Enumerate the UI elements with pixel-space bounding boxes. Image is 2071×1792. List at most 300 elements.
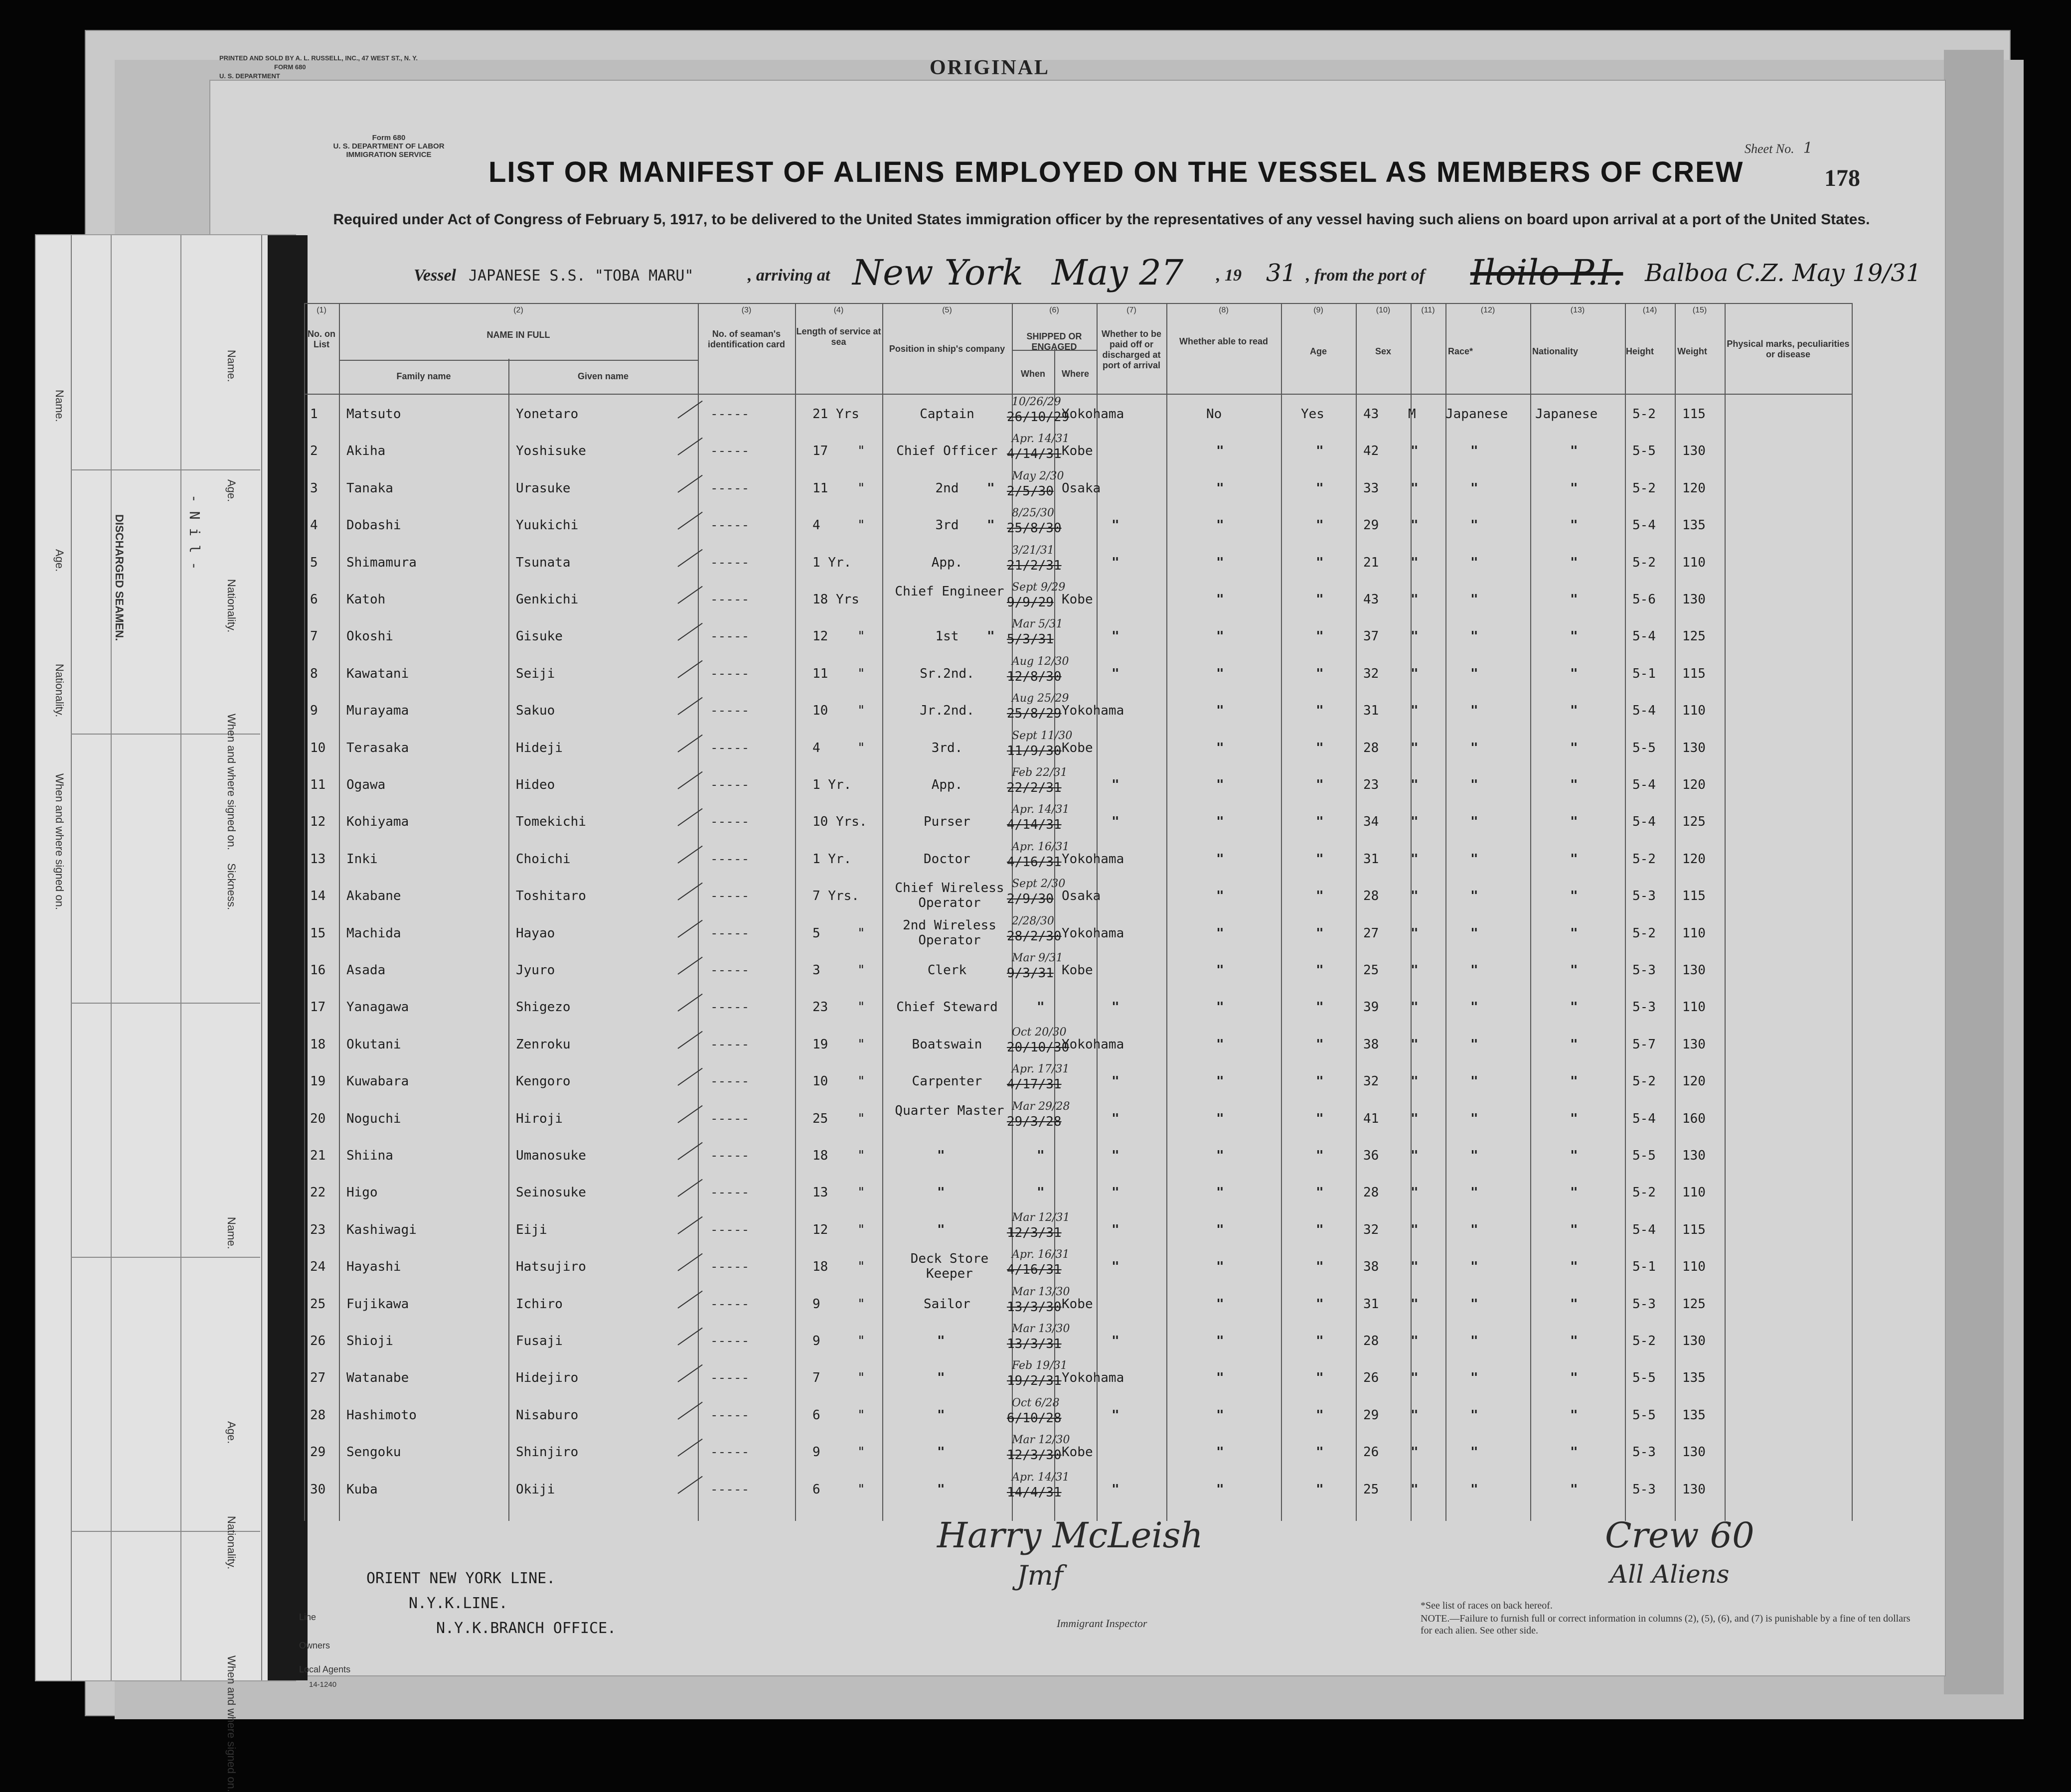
given-name: Fusaji (516, 1334, 563, 1348)
ditto-mark: " (1216, 444, 1224, 459)
row-number: 9 (310, 703, 318, 719)
ditto-mark: " (1216, 629, 1224, 644)
family-name: Hashimoto (346, 1407, 417, 1423)
age: 32 (1363, 666, 1379, 681)
ditto-mark: " (857, 1334, 865, 1348)
ditto-mark: " (1570, 1259, 1578, 1275)
when-shipped: 2/9/30 (1007, 892, 1054, 907)
ditto-mark: " (857, 1000, 865, 1015)
row-number: 29 (310, 1445, 326, 1460)
where-shipped: Osaka (1062, 889, 1101, 904)
weight: 120 (1682, 480, 1706, 496)
ditto-mark: " (1316, 444, 1324, 459)
length-of-service: 1 Yr. (812, 851, 852, 867)
where-shipped: Yokohama (1062, 1370, 1124, 1386)
row-number: 21 (310, 1148, 326, 1163)
given-name: Yoshisuke (516, 444, 586, 459)
height: 5-2 (1632, 407, 1656, 422)
all-aliens-note: All Aliens (1610, 1560, 1730, 1589)
footer-owners-value: N.Y.K.LINE. (409, 1595, 508, 1612)
header-shipped: SHIPPED OR ENGAGED (1026, 331, 1082, 352)
column-rule (882, 303, 883, 1521)
column-rule (1281, 303, 1282, 1521)
ditto-mark: " (987, 480, 995, 496)
ditto-mark: " (937, 1334, 945, 1348)
given-name: Shinjiro (516, 1445, 579, 1460)
ditto-mark: " (1470, 592, 1478, 607)
id-card-dashes: ----- (710, 555, 750, 570)
column-rule (698, 303, 699, 1521)
row-number: 4 (310, 518, 318, 533)
column-number: (6) (1049, 306, 1059, 314)
where-shipped: Kobe (1062, 963, 1093, 978)
header-family-name: Family name (396, 371, 451, 381)
when-shipped: 25/8/30 (1007, 521, 1062, 536)
slip-label-sickness: Sickness. (225, 863, 238, 910)
ditto-mark: " (1470, 1370, 1478, 1386)
ditto-mark: " (1037, 1185, 1045, 1200)
where-shipped: Yokohama (1062, 1037, 1124, 1052)
when-handwritten: 2/28/30 (1012, 914, 1054, 927)
ditto-mark: " (1411, 703, 1419, 719)
ditto-mark: " (1411, 518, 1419, 533)
inspector-initials: Jmf (1017, 1560, 1063, 1591)
ditto-mark: " (1316, 851, 1324, 867)
ditto-mark: " (1411, 1259, 1419, 1275)
row-number: 12 (310, 814, 326, 830)
row-number: 17 (310, 1000, 326, 1015)
family-name: Hayashi (346, 1259, 401, 1275)
weight: 120 (1682, 777, 1706, 792)
ditto-mark: " (1316, 1148, 1324, 1163)
height: 5-5 (1632, 1148, 1656, 1163)
ditto-mark: " (1470, 444, 1478, 459)
id-card-dashes: ----- (710, 1334, 750, 1348)
discharged-seamen-slip (35, 234, 296, 1792)
when-shipped: 29/3/28 (1007, 1114, 1062, 1129)
ditto-mark: " (1112, 1222, 1119, 1237)
row-number: 7 (310, 629, 318, 644)
slip-label-nationality-3: Nationality. (225, 1516, 238, 1570)
ditto-mark: " (1470, 1482, 1478, 1497)
height: 5-3 (1632, 1445, 1656, 1460)
row-number: 10 (310, 740, 326, 755)
ditto-mark: " (1570, 1000, 1578, 1015)
ditto-mark: " (1570, 889, 1578, 904)
id-card-dashes: ----- (710, 814, 750, 830)
ditto-mark: " (1316, 1000, 1324, 1015)
when-handwritten: Aug 12/30 (1012, 655, 1069, 668)
column-number: (15) (1692, 306, 1707, 314)
ditto-mark: " (1216, 851, 1224, 867)
id-card-dashes: ----- (710, 1259, 750, 1275)
crew-count: Crew 60 (1605, 1515, 1754, 1556)
slip-label-name-3: Name. (225, 1217, 238, 1249)
when-shipped: 12/8/30 (1007, 669, 1062, 684)
where-shipped: Yokohama (1062, 703, 1124, 719)
ditto-mark: " (1411, 1074, 1419, 1089)
ditto-mark: " (857, 629, 865, 644)
ditto-mark: " (1411, 851, 1419, 867)
table-top-rule (304, 303, 1852, 304)
column-rule (1675, 303, 1676, 1521)
slip-label-name-2: Name. (225, 350, 238, 382)
ditto-mark: " (1411, 1222, 1419, 1237)
ditto-mark: " (1037, 1000, 1045, 1015)
family-name: Kuba (346, 1482, 378, 1497)
ditto-mark: " (1216, 889, 1224, 904)
ditto-mark: " (1112, 1185, 1119, 1200)
height: 5-5 (1632, 1407, 1656, 1423)
id-card-dashes: ----- (710, 666, 750, 681)
length-of-service: 23 (812, 1000, 828, 1015)
id-card-dashes: ----- (710, 1482, 750, 1497)
when-shipped: 4/17/31 (1007, 1077, 1062, 1092)
position: Sr.2nd. (920, 666, 974, 681)
weight: 130 (1682, 963, 1706, 978)
position: Captain (920, 407, 974, 422)
ditto-mark: " (857, 1445, 865, 1460)
row-number: 30 (310, 1482, 326, 1497)
height: 5-4 (1632, 1222, 1656, 1237)
position: Chief Wireless Operator (895, 881, 1004, 911)
column-rule (1356, 303, 1357, 1521)
length-of-service: 4 (812, 740, 820, 755)
column-rule (795, 303, 796, 1521)
ditto-mark: " (1316, 740, 1324, 755)
column-rule (1725, 303, 1726, 1521)
ditto-mark: " (1316, 777, 1324, 792)
ditto-mark: " (1570, 444, 1578, 459)
given-name: Genkichi (516, 592, 579, 607)
age: 34 (1363, 814, 1379, 830)
ditto-mark: " (1216, 1000, 1224, 1015)
ditto-mark: " (1411, 1482, 1419, 1497)
ditto-mark: " (1216, 1074, 1224, 1089)
family-name: Okoshi (346, 629, 393, 644)
given-name: Tomekichi (516, 814, 586, 830)
id-card-dashes: ----- (710, 740, 750, 755)
ditto-mark: " (1216, 1296, 1224, 1312)
when-shipped: 2/5/30 (1007, 483, 1054, 499)
slip-label-age: Age. (53, 549, 66, 572)
ditto-mark: " (1570, 814, 1578, 830)
id-card-dashes: ----- (710, 592, 750, 607)
row-number: 8 (310, 666, 318, 681)
when-shipped: 5/3/31 (1007, 632, 1054, 647)
when-shipped: 13/3/31 (1007, 1337, 1062, 1351)
when-handwritten: Mar 12/31 (1012, 1211, 1070, 1224)
ditto-mark: " (1570, 555, 1578, 570)
weight: 120 (1682, 851, 1706, 867)
name-split-rule (508, 359, 509, 1521)
header-sex: Sex (1375, 346, 1392, 356)
ditto-mark: " (857, 1407, 865, 1423)
paid-off: No (1206, 407, 1222, 422)
family-name: Murayama (346, 703, 409, 719)
ditto-mark: " (1112, 1111, 1119, 1126)
vessel-line: Vessel JAPANESE S.S. "TOBA MARU" , arriving at New York May 27 , 19 31 , from the port of Iloilo P.I. Balboa C.Z. May 19/31 (414, 252, 1921, 293)
footer-agents-label: Local Agents (299, 1664, 351, 1674)
header-race: Race* (1447, 346, 1473, 356)
given-name: Choichi (516, 851, 571, 867)
id-card-dashes: ----- (710, 1445, 750, 1460)
ditto-mark: " (1216, 1222, 1224, 1237)
ditto-mark: " (1470, 703, 1478, 719)
ditto-mark: " (1470, 1148, 1478, 1163)
footer-line-value: ORIENT NEW YORK LINE. (366, 1570, 556, 1587)
ditto-mark: " (937, 1445, 945, 1460)
weight: 125 (1682, 814, 1706, 830)
id-card-dashes: ----- (710, 1370, 750, 1386)
ditto-mark: " (1216, 703, 1224, 719)
length-of-service: 9 (812, 1445, 820, 1460)
given-name: Seiji (516, 666, 555, 681)
where-shipped: Yokohama (1062, 851, 1124, 867)
position: Quarter Master (895, 1103, 1004, 1118)
column-rule (1445, 303, 1446, 1521)
column-rule (1852, 303, 1853, 1521)
ditto-mark: " (857, 740, 865, 755)
row-number: 27 (310, 1370, 326, 1386)
when-handwritten: Mar 12/30 (1012, 1434, 1070, 1447)
ditto-mark: " (1216, 518, 1224, 533)
ditto-mark: " (1216, 666, 1224, 681)
ditto-mark: " (857, 1296, 865, 1312)
id-card-dashes: ----- (710, 518, 750, 533)
family-name: Sengoku (346, 1445, 401, 1460)
ditto-mark: " (1316, 1296, 1324, 1312)
age: 26 (1363, 1370, 1379, 1386)
given-name: Hatsujiro (516, 1259, 586, 1275)
column-number: (9) (1313, 306, 1323, 314)
footer-line-label: Line (299, 1612, 317, 1622)
ditto-mark: " (1112, 1148, 1119, 1163)
id-card-dashes: ----- (710, 480, 750, 496)
family-name: Katoh (346, 592, 386, 607)
weight: 125 (1682, 1296, 1706, 1312)
position: Doctor (924, 851, 970, 867)
position: Chief Officer (896, 444, 998, 459)
original-stamp: ORIGINAL (930, 56, 1050, 79)
height: 5-3 (1632, 963, 1656, 978)
when-handwritten: Mar 9/31 (1012, 952, 1063, 964)
ditto-mark: " (1112, 1074, 1119, 1089)
arriving-port: New York (852, 252, 1023, 293)
family-name: Shioji (346, 1334, 393, 1348)
age: 21 (1363, 555, 1379, 570)
table-header-rule (304, 394, 1852, 395)
row-number: 11 (310, 777, 326, 792)
height: 5-4 (1632, 814, 1656, 830)
ditto-mark: " (1316, 1259, 1324, 1275)
column-number: (3) (741, 306, 752, 314)
when-handwritten: Apr. 16/31 (1012, 1248, 1070, 1261)
column-number: (2) (513, 306, 523, 314)
age: 37 (1363, 629, 1379, 644)
weight: 125 (1682, 629, 1706, 644)
ditto-mark: " (1112, 777, 1119, 792)
age: 28 (1363, 1334, 1379, 1348)
family-name: Machida (346, 925, 401, 941)
age: 26 (1363, 1445, 1379, 1460)
ditto-mark: " (1112, 1334, 1119, 1348)
height: 5-3 (1632, 1000, 1656, 1015)
weight: 110 (1682, 1000, 1706, 1015)
position: Deck Store Keeper (910, 1251, 989, 1282)
ditto-mark: " (1411, 1148, 1419, 1163)
when-handwritten: Feb 22/31 (1012, 766, 1068, 779)
ditto-mark: " (1316, 1111, 1324, 1126)
ditto-mark: " (857, 1111, 865, 1126)
family-name: Asada (346, 963, 386, 978)
page-subtitle: Required under Act of Congress of February 5, 1917, to be delivered to the United States immigration officer by the representatives of any vessel having such aliens on board upon arrival at a port of the United States. (333, 211, 1870, 228)
slip-label-nationality: Nationality. (53, 664, 66, 718)
ditto-mark: " (1112, 814, 1119, 830)
ditto-mark: " (1112, 629, 1119, 644)
when-handwritten: 3/21/31 (1012, 544, 1054, 557)
family-name: Ogawa (346, 777, 386, 792)
family-name: Matsuto (346, 407, 401, 422)
length-of-service: 12 (812, 629, 828, 644)
ditto-mark: " (1316, 480, 1324, 496)
ditto-mark: " (1470, 1334, 1478, 1348)
where-shipped: Yokohama (1062, 407, 1124, 422)
position: 1st (935, 629, 959, 644)
when-handwritten: Apr. 14/31 (1012, 1471, 1070, 1484)
family-name: Akabane (346, 889, 401, 904)
column-rule (1530, 303, 1531, 1521)
position: Clerk (927, 963, 967, 978)
ditto-mark: " (1570, 1482, 1578, 1497)
length-of-service: 10 (812, 703, 828, 719)
ditto-mark: " (1316, 925, 1324, 941)
ditto-mark: " (1570, 666, 1578, 681)
ditto-mark: " (857, 480, 865, 496)
row-number: 26 (310, 1334, 326, 1348)
ditto-mark: " (857, 1482, 865, 1497)
ditto-mark: " (1470, 963, 1478, 978)
weight: 130 (1682, 592, 1706, 607)
age: 38 (1363, 1259, 1379, 1275)
slip-heading: DISCHARGED SEAMEN. (113, 514, 126, 641)
ditto-mark: " (937, 1185, 945, 1200)
length-of-service: 7 Yrs. (812, 889, 859, 904)
where-shipped: Yokohama (1062, 925, 1124, 941)
header-name-in-full: NAME IN FULL (486, 330, 550, 340)
given-name: Sakuo (516, 703, 555, 719)
ditto-mark: " (1570, 1074, 1578, 1089)
header-able-read: Whether able to read (1179, 336, 1269, 346)
family-name: Watanabe (346, 1370, 409, 1386)
ditto-mark: " (987, 629, 995, 644)
id-card-dashes: ----- (710, 1037, 750, 1052)
weight: 135 (1682, 518, 1706, 533)
family-name: Inki (346, 851, 378, 867)
ditto-mark: " (1570, 518, 1578, 533)
header-age: Age (1309, 346, 1327, 356)
height: 5-2 (1632, 1074, 1656, 1089)
ditto-mark: " (1470, 480, 1478, 496)
ditto-mark: " (1411, 925, 1419, 941)
height: 5-2 (1632, 1185, 1656, 1200)
where-shipped: Kobe (1062, 1296, 1093, 1312)
header-where: Where (1061, 369, 1089, 379)
weight: 115 (1682, 889, 1706, 904)
when-handwritten: 10/26/29 (1012, 396, 1061, 408)
ditto-mark: " (1470, 1407, 1478, 1423)
ditto-mark: " (1411, 1000, 1419, 1015)
ditto-mark: " (857, 1259, 865, 1275)
id-card-dashes: ----- (710, 889, 750, 904)
ditto-mark: " (937, 1370, 945, 1386)
weight: 130 (1682, 740, 1706, 755)
family-name: Okutani (346, 1037, 401, 1052)
when-shipped: 4/16/31 (1007, 1262, 1062, 1278)
age: 29 (1363, 518, 1379, 533)
weight: 135 (1682, 1370, 1706, 1386)
page-title: LIST OR MANIFEST OF ALIENS EMPLOYED ON THE VESSEL AS MEMBERS OF CREW (488, 156, 1744, 188)
length-of-service: 11 (812, 666, 828, 681)
ditto-mark: " (1470, 1445, 1478, 1460)
length-of-service: 17 (812, 444, 828, 459)
ditto-mark: " (1316, 592, 1324, 607)
ditto-mark: " (857, 518, 865, 533)
age: 32 (1363, 1222, 1379, 1237)
ditto-mark: " (1470, 1185, 1478, 1200)
id-card-dashes: ----- (710, 444, 750, 459)
column-rule (1166, 303, 1167, 1521)
ditto-mark: " (1570, 851, 1578, 867)
length-of-service: 12 (812, 1222, 828, 1237)
ditto-mark: " (1570, 1185, 1578, 1200)
ditto-mark: " (1411, 1037, 1419, 1052)
ditto-mark: " (937, 1482, 945, 1497)
ditto-mark: " (857, 444, 865, 459)
family-name: Kashiwagi (346, 1222, 417, 1237)
height: 5-3 (1632, 889, 1656, 904)
age: 43 (1363, 592, 1379, 607)
ditto-mark: " (1470, 629, 1478, 644)
ditto-mark: " (1570, 740, 1578, 755)
weight: 130 (1682, 444, 1706, 459)
given-name: Seinosuke (516, 1185, 586, 1200)
age: 39 (1363, 1000, 1379, 1015)
length-of-service: 25 (812, 1111, 828, 1126)
when-shipped: 11/9/30 (1007, 743, 1062, 758)
row-number: 18 (310, 1037, 326, 1052)
height: 5-2 (1632, 480, 1656, 496)
height: 5-3 (1632, 1296, 1656, 1312)
ditto-mark: " (1470, 777, 1478, 792)
from-port: Balboa C.Z. May 19/31 (1645, 259, 1921, 287)
position: 3rd. (931, 740, 963, 755)
ditto-mark: " (1316, 666, 1324, 681)
given-name: Hideo (516, 777, 555, 792)
id-card-dashes: ----- (710, 851, 750, 867)
ditto-mark: " (1570, 925, 1578, 941)
when-handwritten: Apr. 16/31 (1012, 840, 1070, 853)
length-of-service: 4 (812, 518, 820, 533)
header-height: Height (1626, 346, 1654, 356)
ditto-mark: " (1316, 1074, 1324, 1089)
ditto-mark: " (1216, 1185, 1224, 1200)
weight: 160 (1682, 1111, 1706, 1126)
ditto-mark: " (987, 518, 995, 533)
when-shipped: 21/2/31 (1007, 558, 1062, 573)
length-of-service: 7 (812, 1370, 820, 1386)
family-name: Noguchi (346, 1111, 401, 1126)
